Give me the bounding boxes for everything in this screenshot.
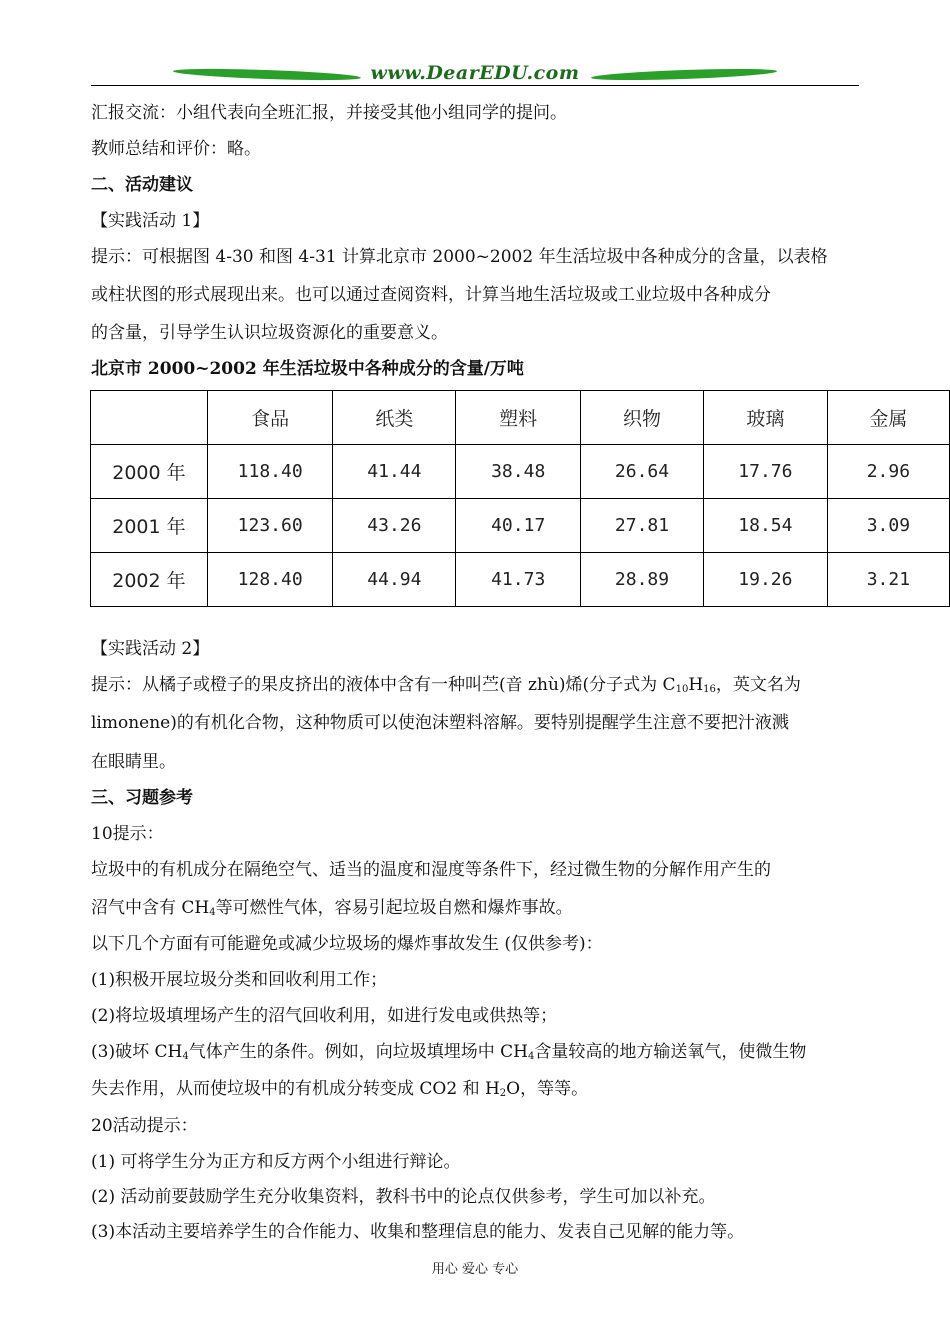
table-header-cell: 纸类 [333,391,456,445]
paragraph-hint-1-line-3: 的含量，引导学生认识垃圾资源化的重要意义。 [91,323,448,343]
table-cell: 28.89 [581,553,704,607]
table-cell: 3.09 [827,499,949,553]
table-row [91,553,950,607]
table-title: 北京市 2000~2002 年生活垃圾中各种成分的含量/万吨 [91,359,524,379]
section-heading-activity: 二、活动建议 [91,175,193,195]
table-cell: 40.17 [456,499,581,553]
table-header-cell: 织物 [581,391,704,445]
paragraph-exercise-10-line-2: 沼气中含有 $CH_4$等可燃性气体，容易引起垃圾自燃和爆炸事故。 [91,898,573,918]
table-header-cell: 塑料 [456,391,581,445]
activity-1-label: 【实践活动 1】 [91,211,210,231]
table-header-cell: 金属 [827,391,949,445]
table-cell: 123.60 [207,499,333,553]
paragraph-teacher-summary: 教师总结和评价：略。 [91,139,261,159]
activity-hint-2: (2) 活动前要鼓励学生充分收集资料，教科书中的论点仅供参考，学生可加以补充。 [91,1187,716,1207]
table-row-label: 2001 年 [91,499,208,553]
exercise-20-label: 20活动提示： [91,1116,198,1136]
table-header-cell: 食品 [207,391,333,445]
table-cell: 2.96 [827,445,949,499]
table-row [91,499,950,553]
activity-hint-3: (3)本活动主要培养学生的合作能力、收集和整理信息的能力、发表自己见解的能力等。 [91,1222,745,1242]
table-header-cell [91,391,208,445]
paragraph-exercise-10-line-3: 以下几个方面有可能避免或减少垃圾场的爆炸事故发生 (仅供参考)： [91,934,603,954]
paragraph-hint-1-line-2: 或柱状图的形式展现出来。也可以通过查阅资料，计算当地生活垃圾或工业垃圾中各种成分 [91,285,771,305]
table-header-row [91,391,950,445]
paragraph-hint-1-line-1: 提示：可根据图 4-30 和图 4-31 计算北京市 2000~2002 年生活垃圾中各种成分的含量，以表格 [91,247,828,267]
table-cell: 27.81 [581,499,704,553]
table-cell: 3.21 [827,553,949,607]
paragraph-hint-2-line-1: 提示：从橘子或橙子的果皮挤出的液体中含有一种叫苎(音 zhù)烯(分子式为 $C_{10}H_{16}$，英文名为 [91,675,801,695]
table-cell: 26.64 [581,445,704,499]
table-row-label: 2000 年 [91,445,208,499]
activity-hint-1: (1) 可将学生分为正方和反方两个小组进行辩论。 [91,1152,461,1172]
table-cell: 43.26 [333,499,456,553]
activity-2-label: 【实践活动 2】 [91,639,210,659]
table-cell: 118.40 [207,445,333,499]
table-cell: 18.54 [703,499,827,553]
paragraph-exercise-10-line-1: 垃圾中的有机成分在隔绝空气、适当的温度和湿度等条件下，经过微生物的分解作用产生的 [91,860,771,880]
table-cell: 41.44 [333,445,456,499]
paragraph-hint-2-line-2: limonene)的有机化合物，这种物质可以使泡沫塑料溶解。要特别提醒学生注意不要把汁液溅 [91,713,789,733]
exercise-10-label: 10提示： [91,824,164,844]
table-cell: 128.40 [207,553,333,607]
table-header-cell: 玻璃 [703,391,827,445]
list-item-2: (2)将垃圾填埋场产生的沼气回收利用，如进行发电或供热等； [91,1006,558,1026]
section-heading-exercises: 三、习题参考 [91,788,193,808]
table-row-label: 2002 年 [91,553,208,607]
page-footer: 用心 爱心 专心 [431,1262,519,1277]
table-row [91,445,950,499]
paragraph-hint-2-line-3: 在眼睛里。 [91,752,176,772]
table-cell: 44.94 [333,553,456,607]
list-item-1: (1)积极开展垃圾分类和回收利用工作； [91,970,388,990]
table-cell: 17.76 [703,445,827,499]
site-logo: www.DearEDU.com [370,62,580,84]
paragraph-report: 汇报交流：小组代表向全班汇报，并接受其他小组同学的提问。 [91,103,567,123]
list-item-3-line-1: (3)破坏 $CH_4$气体产生的条件。例如，向垃圾填埋场中 $CH_4$含量较高的地方输送氧气，使微生物 [91,1042,807,1062]
list-item-3-line-2: 失去作用，从而使垃圾中的有机成分转变成 CO2 和 $H_2O$，等等。 [91,1079,589,1099]
waste-composition-table [90,390,950,607]
table-cell: 41.73 [456,553,581,607]
table-cell: 19.26 [703,553,827,607]
table-cell: 38.48 [456,445,581,499]
